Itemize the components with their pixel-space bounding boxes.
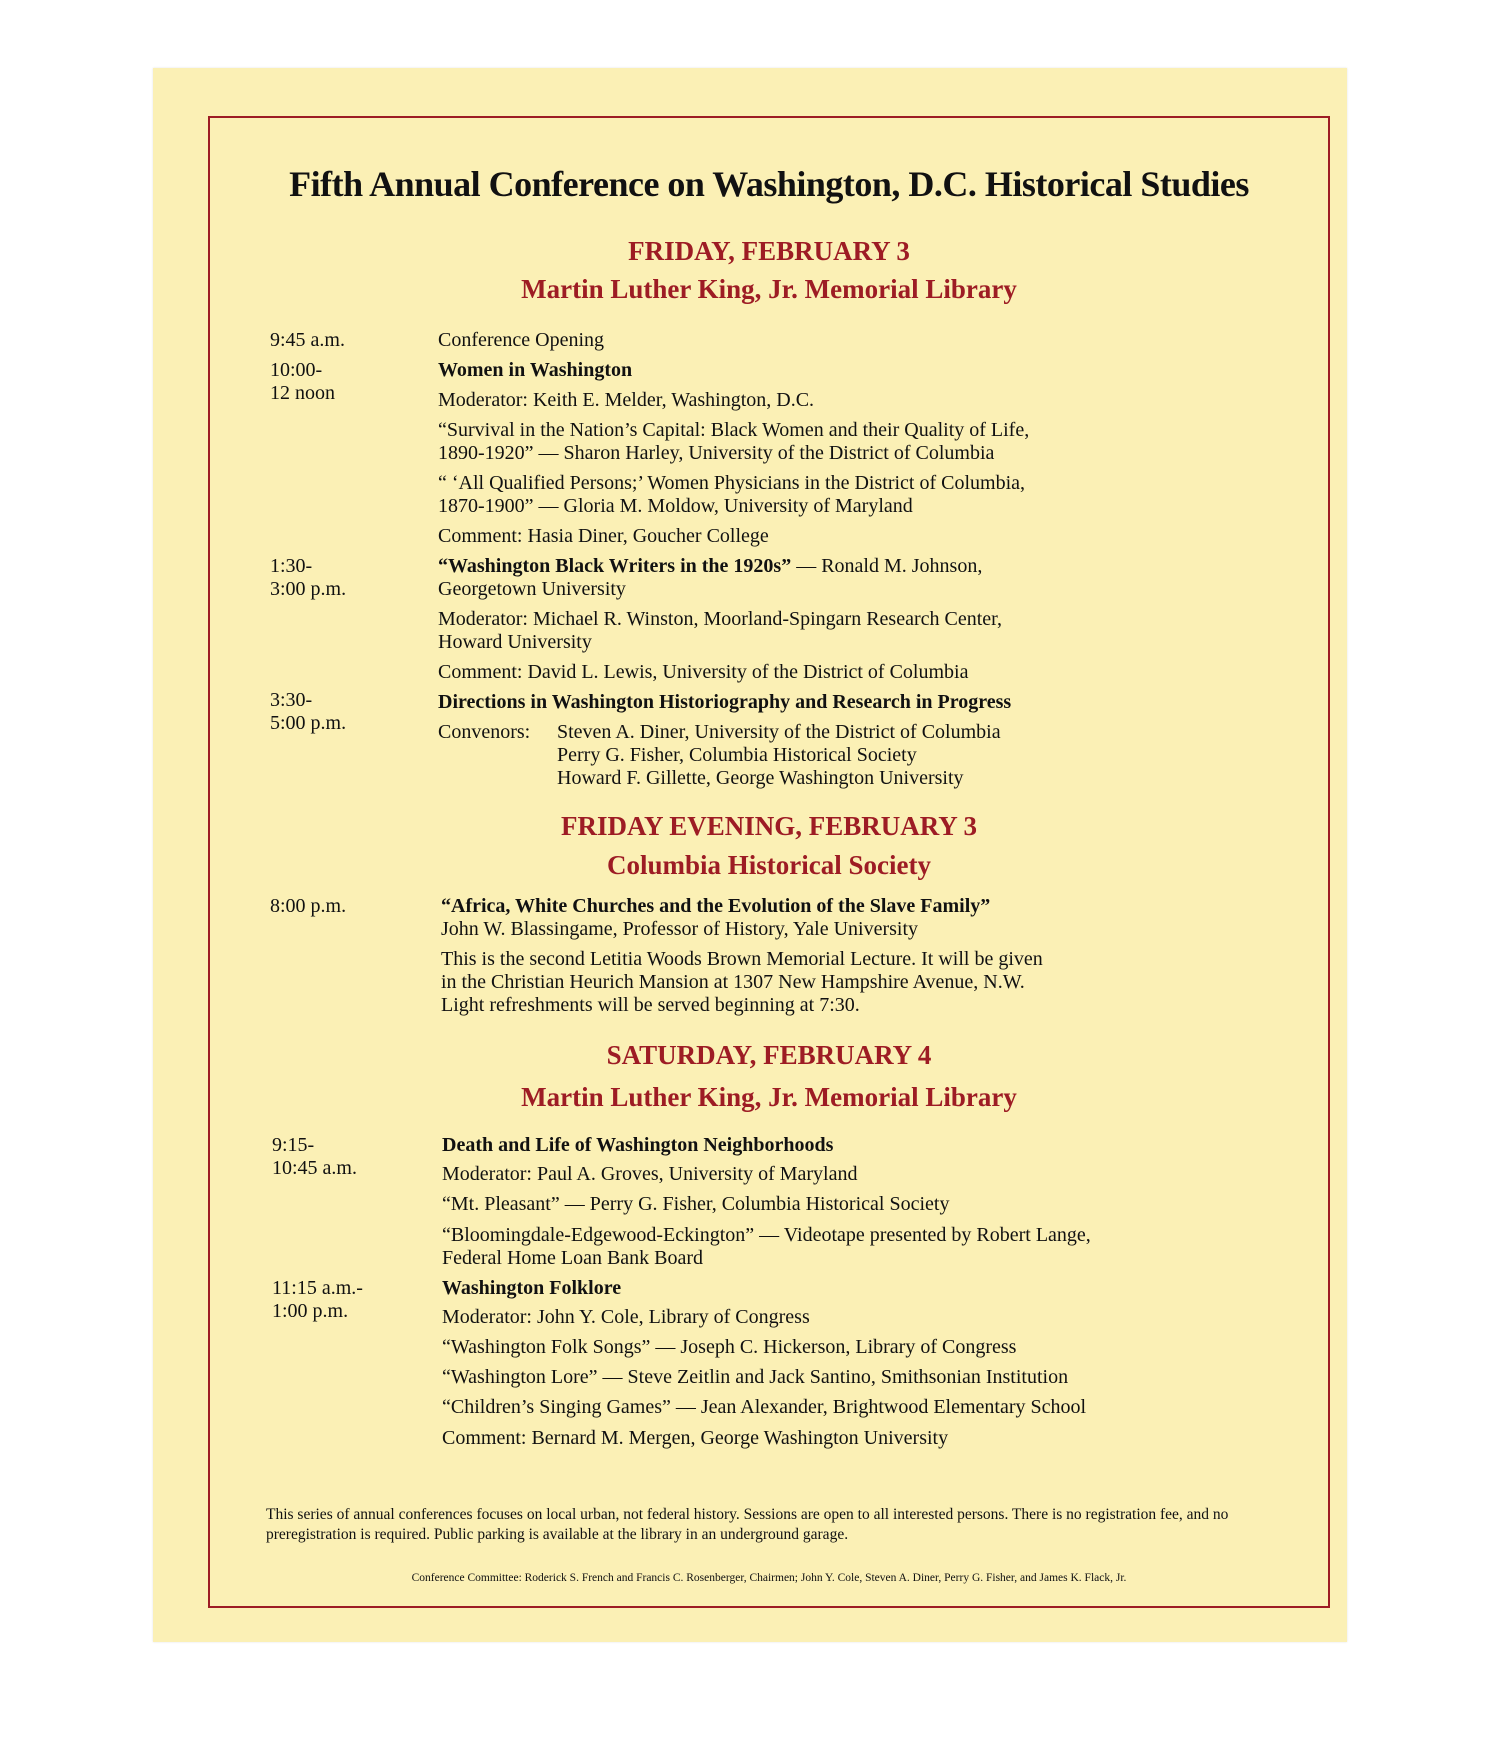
session-line: Conference Opening — [438, 329, 605, 351]
session-title: Women in Washington — [438, 359, 633, 381]
saturday-venue: Martin Luther King, Jr. Memorial Library — [521, 1082, 1017, 1112]
session-line: Moderator: John Y. Cole, Library of Congress — [442, 1306, 810, 1328]
session-line: “Survival in the Nation’s Capital: Black Women and their Quality of Life, — [438, 419, 1030, 441]
session-line: Light refreshments will be served beginning at 7:30. — [441, 994, 860, 1016]
session-line: “Children’s Singing Games” — Jean Alexander, Brightwood Elementary School — [442, 1396, 1087, 1418]
time-label: 10:00- — [270, 359, 323, 381]
time-label: 10:45 a.m. — [272, 1157, 357, 1179]
session-line: Convenors: — [438, 721, 531, 743]
session-title: “Washington Black Writers in the 1920s” — [438, 555, 792, 577]
time-label: 9:15- — [272, 1134, 315, 1156]
session-line: Comment: David L. Lewis, University of the District of Columbia — [438, 661, 969, 683]
time-label: 5:00 p.m. — [270, 712, 347, 734]
time-label: 3:30- — [270, 689, 313, 711]
time-label: 11:15 a.m.- — [272, 1277, 363, 1299]
session-line: 1870-1900” — Gloria M. Moldow, University of Maryland — [438, 495, 913, 517]
session-line: “Washington Folk Songs” — Joseph C. Hickerson, Library of Congress — [442, 1336, 1017, 1358]
session-line: Federal Home Loan Bank Board — [442, 1247, 704, 1269]
session-line: Perry G. Fisher, Columbia Historical Society — [557, 744, 917, 766]
session-title: “Africa, White Churches and the Evolution of the Slave Family” — [441, 895, 991, 917]
session-line: “ ‘All Qualified Persons;’ Women Physicians in the District of Columbia, — [438, 472, 1026, 494]
time-label: 9:45 a.m. — [270, 329, 345, 351]
friday-heading: FRIDAY, FEBRUARY 3 — [628, 236, 910, 266]
time-label: 3:00 p.m. — [270, 578, 347, 600]
session-speaker: — Ronald M. Johnson, — [791, 555, 983, 577]
time-label: 12 noon — [270, 382, 335, 404]
footer-note: This series of annual conferences focuses on local urban, not federal history. Sessions are open to all interested persons. There is no registration fee, and no preregistration is required. Public parking is available at the library in an underground garage. — [266, 1506, 1229, 1543]
session-line: in the Christian Heurich Mansion at 1307 New Hampshire Avenue, N.W. — [441, 971, 1025, 993]
session-line: Moderator: Keith E. Melder, Washington, D.C. — [438, 389, 815, 411]
page-title: Fifth Annual Conference on Washington, D.C. Historical Studies — [289, 164, 1249, 204]
session-line: “Bloomingdale-Edgewood-Eckington” — Videotape presented by Robert Lange, — [442, 1224, 1091, 1246]
time-label: 8:00 p.m. — [270, 895, 347, 917]
session-line: John W. Blassingame, Professor of History, Yale University — [441, 918, 919, 940]
session-line: Moderator: Paul A. Groves, University of Maryland — [442, 1163, 858, 1185]
time-label: 1:00 p.m. — [272, 1300, 349, 1322]
session-line: Howard F. Gillette, George Washington University — [557, 767, 964, 789]
evening-venue: Columbia Historical Society — [607, 850, 931, 880]
session-title: Directions in Washington Historiography and Research in Progress — [438, 691, 1012, 713]
session-line: Georgetown University — [438, 578, 626, 600]
friday-venue: Martin Luther King, Jr. Memorial Library — [521, 274, 1017, 304]
session-title: Death and Life of Washington Neighborhoods — [442, 1134, 834, 1156]
session-line: “Mt. Pleasant” — Perry G. Fisher, Columbia Historical Society — [442, 1193, 950, 1215]
session-line: Howard University — [438, 631, 592, 653]
session-title: Washington Folklore — [442, 1277, 622, 1299]
session-line: Comment: Bernard M. Mergen, George Washington University — [442, 1427, 949, 1449]
session-line: 1890-1920” — Sharon Harley, University of the District of Columbia — [438, 442, 995, 464]
session-line: Comment: Hasia Diner, Goucher College — [438, 525, 769, 547]
time-label: 1:30- — [270, 555, 313, 577]
session-line: This is the second Letitia Woods Brown Memorial Lecture. It will be given — [441, 948, 1043, 970]
session-line — [438, 555, 982, 578]
session-line: Steven A. Diner, University of the District of Columbia — [557, 721, 1001, 743]
evening-heading: FRIDAY EVENING, FEBRUARY 3 — [560, 811, 978, 841]
session-line: Moderator: Michael R. Winston, Moorland-Spingarn Research Center, — [438, 608, 1003, 630]
session-line: “Washington Lore” — Steve Zeitlin and Jack Santino, Smithsonian Institution — [442, 1366, 1069, 1388]
saturday-heading: SATURDAY, FEBRUARY 4 — [606, 1040, 932, 1070]
committee-note: Conference Committee: Roderick S. French and Francis C. Rosenberger, Chairmen; John Y. Cole, Steven A. Diner, Perry G. Fisher, and James K. Flack, Jr. — [411, 1572, 1127, 1584]
